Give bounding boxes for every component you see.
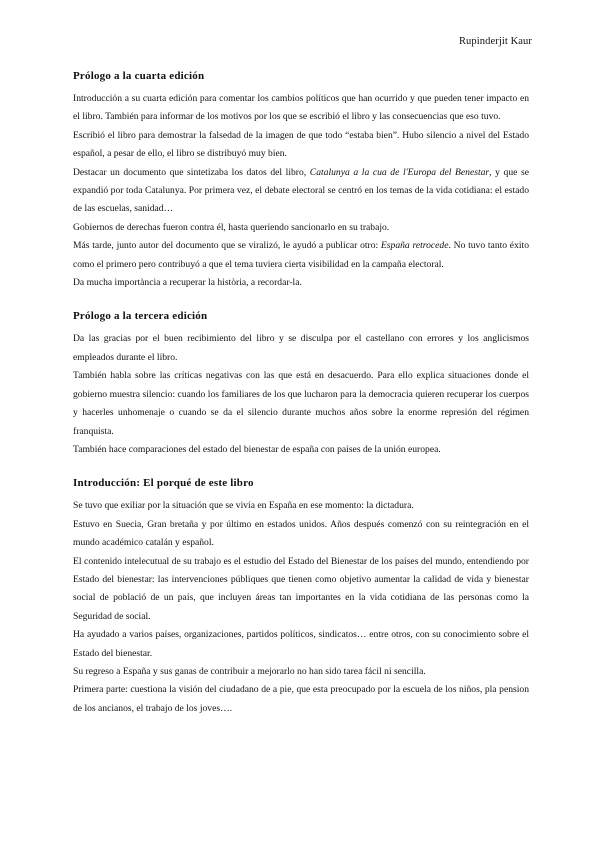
text-run: Estuvo en Suecia, Gran bretaña y por último en estados unidos. Años después comenzó con su reintegración en el mundo académico catalán y español. — [73, 518, 529, 549]
text-run: El contenido intelecutual de su trabajo es el estudio del Estado del Bienestar de los países del mundo, entendiendo por Estado del bienestar: las intervenciones públiques que tienen como objetivo aumentar la calidad de vida y bienestar social de població de un país, que incluyen áreas tan importantes en la vida cotidiana de las personas como la Seguridad de social. — [73, 555, 529, 622]
text-run: Más tarde, junto autor del documento que se viralizó, le ayudó a publicar otro: — [73, 240, 381, 252]
section — [73, 477, 529, 718]
text-run: Introducción a su cuarta edición para comentar los cambios políticos que han ocurrido y que pueden tener impacto en el libro. También para informar de los motivos por los que se escribió el libro y las consecuencias que eso tuvo. — [73, 93, 529, 123]
paragraph — [73, 164, 529, 219]
section-heading: Introducción: El porqué de este libro — [73, 477, 254, 490]
text-run: Su regreso a España y sus ganas de contribuir a mejorarlo no han sido tarea fácil ni sencilla. — [73, 665, 426, 677]
paragraph — [73, 90, 529, 127]
text-run: También hace comparaciones del estado del bienestar de españa con países de la unión europea. — [73, 443, 441, 455]
text-run: , y que se expandió por toda Catalunya. Por primera vez, el debate electoral se centró en los temas de la vida cotidiana: el estado de las escuelas, sanidad… — [73, 166, 529, 215]
paragraph — [73, 274, 529, 292]
italic-title: España retrocede — [380, 240, 449, 252]
text-run: Destacar un documento que sintetizaba los datos del libro, — [73, 166, 310, 178]
paragraph — [73, 553, 529, 627]
paragraph — [73, 663, 529, 681]
section — [73, 70, 529, 292]
paragraph — [73, 219, 529, 237]
paragraph — [73, 516, 529, 553]
paragraph — [73, 237, 529, 274]
paragraph — [73, 367, 529, 441]
text-run: Da las gracias por el buen recibimiento del libro y se disculpa por el castellano con errores y los anglicismos empleados durante el libro. — [73, 333, 529, 363]
text-run: Escribió el libro para demostrar la falsedad de la imagen de que todo “estaba bien”. Hubo silencio a nivel del Estado español, a pesar de ello, el libro se distribuyó muy bien. — [73, 129, 529, 160]
text-run: Se tuvo que exiliar por la situación que se vivía en España en ese momento: la dictadura. — [73, 500, 414, 512]
section-heading: Prólogo a la cuarta edición — [73, 70, 205, 82]
section-heading: Prólogo a la tercera edición — [73, 310, 208, 323]
paragraph — [73, 497, 529, 515]
text-run: Gobiernos de derechas fueron contra él, hasta queriendo sancionarlo en su trabajo. — [73, 221, 390, 233]
paragraph — [73, 127, 529, 164]
text-run: También habla sobre las críticas negativas con las que está en desacuerdo. Para ello explica situaciones donde el gobierno muestra silencio: cuando los familiares de los que lucharon para la democracia quieren recuperar los cuerpos y hacerles unhomenaje o cuando se da el silencio durante muchos años sobre la enorme represión del régimen franquista. — [73, 370, 529, 437]
paragraph — [73, 681, 529, 718]
paragraph — [73, 330, 529, 367]
text-run: . No tuvo tanto éxito como el primero pero contribuyó a que el tema tuviera cierta visibilidad en la campaña electoral. — [73, 240, 529, 270]
italic-title: Catalunya a la cua de l'Europa del Benestar — [309, 166, 490, 178]
document-body — [73, 70, 529, 736]
paragraph — [73, 626, 529, 663]
paragraph — [73, 441, 529, 459]
text-run: Da mucha importància a recuperar la història, a recordar-la. — [73, 277, 302, 289]
section — [73, 310, 529, 459]
text-run: Primera parte: cuestiona la visión del ciudadano de a pie, que esta preocupado por la escuela de los niños, pla pension de los ancianos, el trabajo de los joves…. — [73, 684, 529, 714]
text-run: Ha ayudado a varios países, organizaciones, partidos políticos, sindicatos… entre otros, con su conocimiento sobre el Estado del bienestar. — [73, 629, 529, 659]
header-author: Rupinderjit Kaur — [458, 36, 532, 47]
